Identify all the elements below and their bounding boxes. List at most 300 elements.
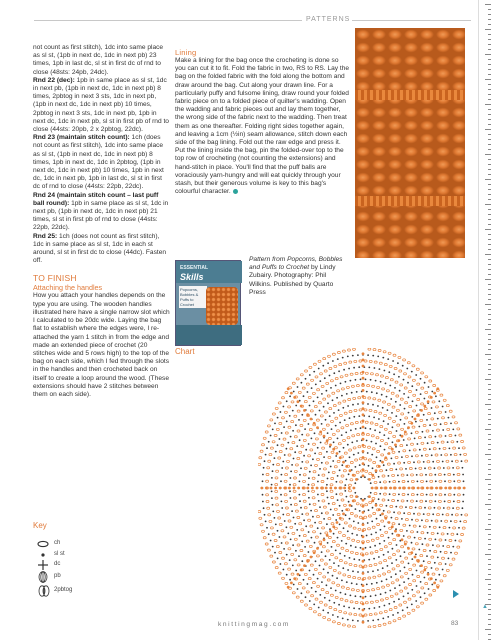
chart-stitch-dc	[271, 484, 273, 486]
chart-stitch-puff	[413, 580, 416, 582]
chart-stitch-dc	[444, 501, 446, 503]
chart-stitch-dc	[327, 612, 329, 614]
chart-stitch-dc	[424, 382, 426, 384]
chart-stitch-dc	[375, 532, 377, 534]
chart-stitch-puff	[276, 546, 279, 548]
chart-spoke-stitch	[368, 495, 371, 498]
chart-stitch-puff	[408, 598, 411, 600]
chart-stitch-puff	[319, 521, 322, 523]
chart-stitch-dc	[382, 567, 384, 569]
chart-stitch-puff	[322, 500, 325, 502]
chart-spoke-stitch	[404, 431, 407, 434]
chart-stitch-puff	[351, 589, 354, 591]
chart-spoke-stitch	[362, 474, 365, 477]
chart-stitch-puff	[379, 362, 382, 364]
chart-stitch-puff	[368, 577, 371, 579]
chart-stitch-puff	[353, 397, 356, 399]
chart-stitch-puff	[385, 597, 388, 599]
chart-stitch-dc	[279, 438, 281, 440]
chart-stitch-puff	[418, 437, 421, 439]
chart-stitch-puff	[425, 598, 428, 600]
chart-stitch-puff	[401, 500, 404, 502]
chart-spoke-stitch	[362, 359, 365, 362]
chart-spoke-stitch	[336, 521, 339, 524]
chart-stitch-puff	[283, 438, 286, 440]
chart-spoke-stitch	[388, 521, 391, 524]
chart-stitch-dc	[407, 382, 409, 384]
ruler-tick	[485, 104, 491, 105]
chart-stitch-dc	[287, 533, 289, 535]
chart-stitch-puff	[456, 507, 459, 509]
chart-stitch-dc	[323, 518, 325, 520]
chart-stitch-dc	[311, 587, 313, 589]
chart-stitch-dc	[383, 554, 385, 556]
chart-stitch-puff	[356, 503, 359, 505]
chart-stitch-puff	[409, 467, 412, 469]
chart-stitch-dc	[307, 583, 309, 585]
chart-stitch-dc	[351, 582, 353, 584]
chart-stitch-dc	[415, 507, 417, 509]
chart-stitch-dc	[277, 530, 279, 532]
chart-stitch-dc	[280, 494, 282, 496]
chart-stitch-puff	[392, 406, 395, 408]
chart-spoke-stitch	[290, 582, 293, 585]
chart-stitch-dc	[364, 498, 366, 500]
chart-stitch-puff	[435, 520, 438, 522]
chart-stitch-puff	[403, 450, 406, 452]
chart-spoke-stitch	[380, 487, 383, 490]
chart-stitch-dc	[413, 461, 415, 463]
chart-stitch-dc	[452, 467, 454, 469]
book-series: ESSENTIAL	[180, 265, 209, 271]
end-mark-icon	[233, 189, 238, 194]
chart-stitch-dc	[449, 527, 451, 529]
chart-stitch-puff	[412, 595, 415, 597]
next-page-arrow-icon	[453, 590, 459, 598]
chart-stitch-dc	[386, 579, 388, 581]
chart-stitch-dc	[305, 378, 307, 380]
chart-stitch-puff	[365, 602, 368, 604]
chart-stitch-puff	[284, 480, 287, 482]
chart-stitch-puff	[442, 417, 445, 419]
chart-stitch-dc	[387, 409, 389, 411]
chart-stitch-dc	[371, 454, 373, 456]
chart-spoke-stitch	[407, 426, 410, 429]
chart-stitch-puff	[304, 467, 307, 469]
chart-spoke-stitch	[394, 487, 397, 490]
chart-stitch-puff	[440, 394, 443, 396]
book-cover	[175, 260, 241, 346]
chart-stitch-dc	[397, 475, 399, 477]
chart-stitch-puff	[348, 349, 351, 351]
chart-stitch-puff	[448, 500, 451, 502]
chart-stitch-puff	[346, 550, 349, 552]
ruler-tick	[485, 79, 491, 80]
chart-stitch-dc	[424, 437, 426, 439]
chart-stitch-dc	[309, 600, 311, 602]
chart-stitch-puff	[288, 520, 291, 522]
ruler-tick	[485, 579, 491, 580]
chart-stitch-puff	[354, 614, 357, 616]
chart-stitch-dc	[407, 592, 409, 594]
chart-stitch-puff	[459, 434, 462, 436]
chart-spoke-stitch	[334, 487, 337, 490]
chart-stitch-dc	[379, 432, 381, 434]
chart-stitch-puff	[418, 537, 421, 539]
chart-stitch-puff	[391, 582, 394, 584]
chart-stitch-dc	[343, 369, 345, 371]
chart-stitch-puff	[332, 433, 335, 435]
chart-stitch-dc	[403, 596, 405, 598]
chart-stitch-puff	[415, 519, 418, 521]
chart-stitch-dc	[355, 428, 357, 430]
chart-stitch-dc	[440, 551, 442, 553]
chart-stitch-dc	[406, 474, 408, 476]
chart-stitch-dc	[412, 574, 414, 576]
chart-stitch-dc	[416, 389, 418, 391]
chart-stitch-dc	[390, 576, 392, 578]
chart-stitch-puff	[350, 495, 353, 497]
chart-stitch-dc	[389, 590, 391, 592]
chart-stitch-dc	[336, 481, 338, 483]
chart-stitch-dc	[417, 481, 419, 483]
chart-stitch-dc	[299, 500, 301, 502]
chart-stitch-puff	[329, 408, 332, 410]
chart-stitch-dc	[328, 503, 330, 505]
key-text: 2pbtog	[54, 587, 73, 593]
chart-stitch-dc	[379, 493, 381, 495]
chart-spoke-stitch	[355, 495, 358, 498]
chart-spoke-stitch	[362, 615, 365, 618]
chart-stitch-dc	[295, 405, 297, 407]
chart-stitch-puff	[317, 585, 320, 587]
chart-stitch-dc	[343, 527, 345, 529]
chart-stitch-dc	[443, 507, 445, 509]
chart-stitch-puff	[421, 480, 424, 482]
chart-stitch-dc	[338, 604, 340, 606]
chart-stitch-dc	[324, 597, 326, 599]
chart-spoke-stitch	[408, 487, 411, 490]
chart-stitch-puff	[345, 600, 348, 602]
chart-stitch-dc	[309, 471, 311, 473]
chart-stitch-puff	[297, 430, 300, 432]
chart-stitch-puff	[398, 356, 401, 358]
chart-stitch-dc	[339, 451, 341, 453]
chart-stitch-dc	[339, 505, 341, 507]
chart-stitch-dc	[388, 603, 390, 605]
chart-stitch-puff	[371, 539, 374, 541]
chart-stitch-puff	[331, 496, 334, 498]
chart-spoke-stitch	[293, 487, 296, 490]
chart-stitch-puff	[275, 407, 278, 409]
chart-stitch-puff	[430, 494, 433, 496]
chart-stitch-puff	[348, 575, 351, 577]
chart-stitch-puff	[359, 409, 362, 411]
chart-stitch-dc	[374, 545, 376, 547]
chart-stitch-dc	[378, 476, 380, 478]
chart-stitch-dc	[262, 501, 264, 503]
chart-stitch-dc	[453, 501, 455, 503]
chart-stitch-puff	[321, 385, 324, 387]
caption-title: Pattern from Popcorns, Bobbles and Puffs to Crochet	[249, 256, 343, 272]
chart-stitch-dc	[345, 593, 347, 595]
chart-stitch-dc	[439, 448, 441, 450]
chart-stitch-dc	[327, 497, 329, 499]
chart-stitch-puff	[303, 555, 306, 557]
chart-stitch-puff	[429, 436, 432, 438]
chart-stitch-puff	[382, 388, 385, 390]
chart-spoke-stitch	[345, 508, 348, 511]
chart-stitch-puff	[382, 499, 385, 501]
chart-stitch-dc	[320, 442, 322, 444]
chart-stitch-puff	[392, 568, 395, 570]
chart-stitch-dc	[337, 475, 339, 477]
chart-stitch-puff	[376, 537, 379, 539]
chart-stitch-dc	[311, 387, 313, 389]
chart-stitch-puff	[302, 587, 305, 589]
chart-stitch-dc	[325, 419, 327, 421]
chart-stitch-dc	[400, 419, 402, 421]
chart-stitch-puff	[439, 435, 442, 437]
chart-stitch-puff	[390, 505, 393, 507]
chart-spoke-stitch	[326, 439, 329, 442]
chart-stitch-dc	[411, 589, 413, 591]
chart-stitch-puff	[399, 604, 402, 606]
key-text: sl st	[54, 551, 65, 557]
chart-stitch-dc	[453, 474, 455, 476]
chart-stitch-puff	[408, 376, 411, 378]
chart-stitch-puff	[310, 525, 313, 527]
chart-stitch-dc	[279, 536, 281, 538]
chart-stitch-puff	[349, 563, 352, 565]
chart-stitch-puff	[306, 513, 309, 515]
chart-stitch-puff	[401, 561, 404, 563]
chart-spoke-stitch	[300, 405, 303, 408]
chart-stitch-puff	[344, 412, 347, 414]
chart-stitch-puff	[321, 493, 324, 495]
chart-stitch-puff	[453, 527, 456, 529]
chart-stitch-puff	[451, 533, 454, 535]
chart-stitch-dc	[353, 416, 355, 418]
chart-stitch-puff	[375, 550, 378, 552]
chart-stitch-dc	[291, 464, 293, 466]
chart-spoke-stitch	[430, 396, 433, 399]
chart-stitch-puff	[421, 372, 424, 374]
chart-stitch-dc	[389, 493, 391, 495]
chart-stitch-dc	[355, 546, 357, 548]
chart-stitch-dc	[347, 530, 349, 532]
chart-stitch-dc	[404, 551, 406, 553]
chart-stitch-puff	[355, 601, 358, 603]
chart-stitch-puff	[447, 546, 450, 548]
chart-stitch-dc	[281, 467, 283, 469]
chart-stitch-dc	[319, 410, 321, 412]
chart-stitch-puff	[309, 545, 312, 547]
chart-spoke-stitch	[362, 377, 365, 380]
chart-stitch-dc	[322, 365, 324, 367]
chart-stitch-dc	[335, 550, 337, 552]
chart-stitch-dc	[262, 480, 264, 482]
chart-stitch-puff	[275, 567, 278, 569]
chart-stitch-dc	[463, 480, 465, 482]
chart-stitch-puff	[408, 536, 411, 538]
chart-spoke-stitch	[454, 487, 457, 490]
chart-stitch-dc	[424, 577, 426, 579]
chart-stitch-dc	[393, 601, 395, 603]
chart-stitch-dc	[272, 429, 274, 431]
chart-stitch-puff	[343, 439, 346, 441]
chart-stitch-puff	[381, 439, 384, 441]
chart-stitch-dc	[301, 541, 303, 543]
chart-stitch-dc	[330, 387, 332, 389]
chart-stitch-dc	[434, 474, 436, 476]
chart-stitch-puff	[364, 614, 367, 616]
chart-spoke-stitch	[417, 487, 420, 490]
chart-stitch-puff	[444, 551, 447, 553]
chart-stitch-dc	[342, 357, 344, 359]
chart-stitch-dc	[384, 449, 386, 451]
chart-stitch-puff	[285, 500, 288, 502]
chart-stitch-puff	[372, 498, 375, 500]
chart-stitch-puff	[296, 596, 299, 598]
chart-spoke-stitch	[371, 474, 374, 477]
chart-stitch-dc	[352, 404, 354, 406]
chart-stitch-puff	[445, 454, 448, 456]
chart-stitch-puff	[279, 451, 282, 453]
chart-stitch-puff	[334, 508, 337, 510]
chart-stitch-dc	[344, 490, 346, 492]
chart-stitch-puff	[293, 490, 296, 492]
chart-spoke-stitch	[319, 431, 322, 434]
chart-stitch-puff	[348, 625, 351, 627]
chart-stitch-dc	[451, 514, 453, 516]
chart-stitch-puff	[339, 610, 342, 612]
chart-stitch-puff	[297, 516, 300, 518]
chart-stitch-puff	[441, 533, 444, 535]
chart-spoke-stitch	[404, 543, 407, 546]
chart-stitch-dc	[286, 574, 288, 576]
chart-stitch-puff	[391, 392, 394, 394]
chart-stitch-puff	[400, 590, 403, 592]
chart-stitch-puff	[380, 504, 383, 506]
chart-stitch-dc	[332, 514, 334, 516]
chart-stitch-dc	[379, 368, 381, 370]
chart-stitch-puff	[337, 390, 340, 392]
chart-stitch-dc	[418, 549, 420, 551]
chart-stitch-puff	[310, 410, 313, 412]
chart-stitch-puff	[455, 422, 458, 424]
chart-stitch-dc	[392, 426, 394, 428]
chart-stitch-dc	[420, 393, 422, 395]
chart-stitch-puff	[294, 415, 297, 417]
chart-stitch-puff	[332, 503, 335, 505]
chart-stitch-puff	[332, 392, 335, 394]
edge-ruler	[478, 0, 491, 640]
chart-stitch-puff	[312, 497, 315, 499]
chart-stitch-puff	[303, 474, 306, 476]
chart-stitch-puff	[350, 512, 353, 514]
chart-stitch-puff	[304, 401, 307, 403]
chart-stitch-dc	[333, 562, 335, 564]
chart-stitch-puff	[447, 467, 450, 469]
chart-stitch-puff	[293, 484, 296, 486]
chart-stitch-puff	[356, 385, 359, 387]
chart-stitch-puff	[379, 412, 382, 414]
chart-stitch-dc	[347, 356, 349, 358]
chart-stitch-dc	[380, 445, 382, 447]
chart-stitch-puff	[330, 484, 333, 486]
chart-stitch-puff	[259, 517, 262, 519]
chart-stitch-dc	[353, 521, 355, 523]
chart-stitch-dc	[309, 374, 311, 376]
chart-stitch-dc	[290, 471, 292, 473]
chart-stitch-dc	[394, 587, 396, 589]
chart-stitch-puff	[372, 448, 375, 450]
chart-stitch-puff	[305, 604, 308, 606]
chart-stitch-dc	[390, 398, 392, 400]
chart-stitch-puff	[318, 614, 321, 616]
chart-stitch-dc	[392, 360, 394, 362]
chart-stitch-dc	[429, 550, 431, 552]
chart-stitch-puff	[428, 467, 431, 469]
chart-stitch-puff	[392, 523, 395, 525]
chart-stitch-dc	[349, 456, 351, 458]
chart-stitch-dc	[367, 522, 369, 524]
chart-stitch-dc	[341, 580, 343, 582]
chart-stitch-puff	[405, 402, 408, 404]
chart-stitch-puff	[278, 572, 281, 574]
chart-stitch-puff	[292, 442, 295, 444]
chart-stitch-dc	[264, 514, 266, 516]
chart-spoke-stitch	[394, 530, 397, 533]
chart-stitch-puff	[365, 553, 368, 555]
book-cover-footer	[176, 325, 242, 345]
chart-spoke-stitch	[378, 508, 381, 511]
chart-stitch-dc	[346, 496, 348, 498]
chart-spoke-stitch	[417, 560, 420, 563]
chart-stitch-dc	[360, 498, 362, 500]
chart-stitch-dc	[326, 390, 328, 392]
chart-stitch-dc	[395, 401, 397, 403]
chart-stitch-dc	[342, 407, 344, 409]
chart-spoke-stitch	[290, 392, 293, 395]
chart-stitch-dc	[431, 567, 433, 569]
chart-stitch-puff	[405, 455, 408, 457]
chart-stitch-dc	[318, 500, 320, 502]
chart-stitch-dc	[405, 506, 407, 508]
chart-stitch-dc	[292, 565, 294, 567]
chart-spoke-stitch	[339, 517, 342, 520]
chart-stitch-dc	[425, 500, 427, 502]
chart-stitch-dc	[375, 380, 377, 382]
chart-stitch-dc	[380, 529, 382, 531]
chart-stitch-dc	[437, 442, 439, 444]
two-puff-ball-together-symbol-icon	[37, 585, 51, 597]
chart-stitch-puff	[284, 563, 287, 565]
chart-stitch-dc	[374, 607, 376, 609]
chart-stitch-puff	[297, 564, 300, 566]
chart-stitch-puff	[372, 476, 375, 478]
chart-stitch-puff	[396, 395, 399, 397]
chart-stitch-dc	[403, 581, 405, 583]
chart-spoke-stitch	[362, 450, 365, 453]
chart-stitch-puff	[322, 428, 325, 430]
chart-stitch-puff	[374, 613, 377, 615]
chart-stitch-puff	[408, 513, 411, 515]
chart-spoke-stitch	[319, 543, 322, 546]
chart-stitch-puff	[315, 376, 318, 378]
chart-stitch-puff	[462, 447, 465, 449]
